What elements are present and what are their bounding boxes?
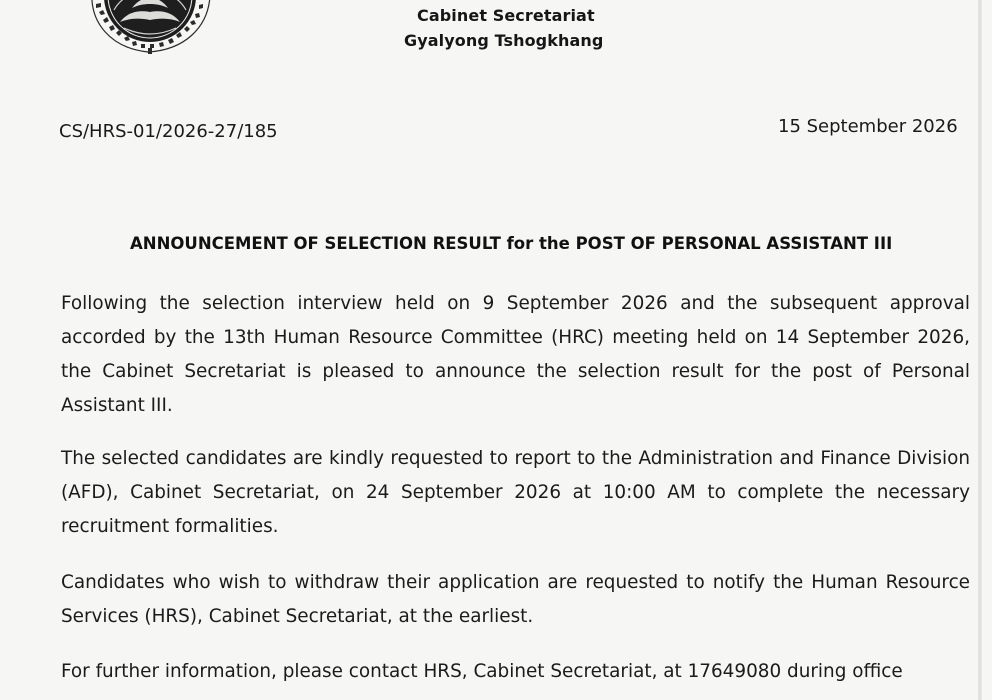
document-date: 15 September 2026 [778, 116, 958, 137]
office-name: Cabinet Secretariat [417, 6, 595, 25]
reference-number: CS/HRS-01/2026-27/185 [59, 121, 278, 142]
office-subtitle: Gyalyong Tshogkhang [404, 31, 604, 50]
paragraph: Candidates who wish to withdraw their application are requested to notify the Human Resource Services (HRS), Cabinet Secretariat, at the earliest. [61, 572, 970, 627]
header-cutoff-line [344, 0, 674, 4]
announcement-title: ANNOUNCEMENT OF SELECTION RESULT for the POST OF PERSONAL ASSISTANT III [130, 234, 893, 253]
royal-emblem-icon [80, 0, 220, 56]
paragraph: The selected candidates are kindly requested to report to the Administration and Finance Division (AFD), Cabinet Secretariat, on 24 September 2026 at 10:00 AM to complete the necessary recruitment formalities. [61, 448, 970, 537]
page-edge-shadow [978, 0, 982, 700]
paragraph: Following the selection interview held on 9 September 2026 and the subsequent approval accorded by the 13th Human Resource Committee (HRC) meeting held on 14 September 2026, the Cabinet Secretariat is pleased to announce the selection result for the post of Personal Assistant III. [61, 293, 970, 416]
paragraph: For further information, please contact HRS, Cabinet Secretariat, at 17649080 during office [61, 661, 903, 682]
